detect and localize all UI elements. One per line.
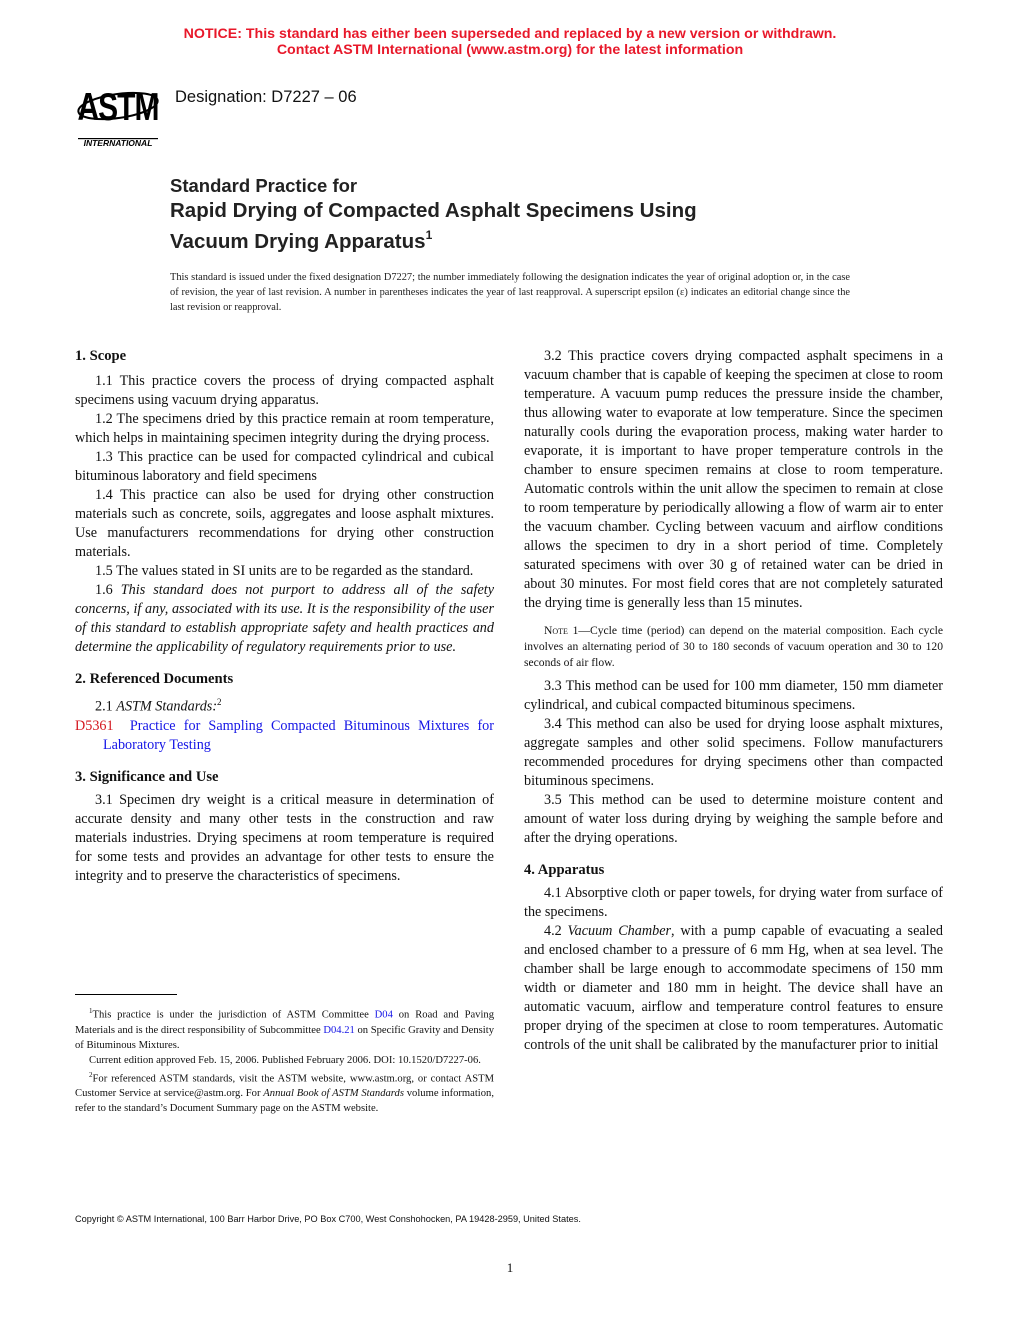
footnote-mark-2[interactable]: 2 [217, 697, 222, 707]
section-heading-referenced: 2. Referenced Documents [75, 671, 234, 687]
paragraph-3-2: 3.2 This practice covers drying compacted asphalt specimens in a vacuum chamber that is capable of keeping the specimen at close to room temperature. A vacuum pump reduces the pressure inside the chamber, thus allowing water to evaporate at low temperature. Since the specimen naturally cools during the evaporation process, making water harder to evaporate, it is important to have proper temperature controls in the chamber to ensure specimen remains at close to room temperature. Automatic controls within the unit allow the specimen to remain at close to room temperature by periodically allowing a flow of warm air to enter the vacuum chamber. Cycling between vacuum and airflow conditions allows the specimen to dry in a short period of time. Completely saturated specimens with over 30 g of retained water can be dried in about 30 minutes. For most field cores that are not completely saturated the drying time is generally less than 15 minutes. [524, 348, 943, 611]
supersession-notice [0, 26, 1020, 58]
astm-standards-label: ASTM Standards: [116, 698, 218, 715]
footnote-2-text-b: volume information, refer to the standard’s Document Summary page on the ASTM website. [75, 1088, 494, 1115]
paragraph-1-6-number: 1.6 [95, 582, 121, 598]
paragraph-4-2-text: , with a pump capable of evacuating a sealed and enclosed chamber to a pressure of 6 mm Hg, when at sea level. The chamber shall be large enough to accommodate specimens of 150 mm width or diameter and 180 mm in height. The device shall have an automatic vacuum, airflow and temperature control features to ensure proper drying of the specimen at close to room temperatures. Automatic controls of the unit shall be calibrated by the manufacturer prior to initial [524, 923, 943, 1053]
footnote-2-text-a: For referenced ASTM standards, visit the ASTM website, www.astm.org, or contact ASTM Customer Service at service@astm.org. For [75, 1073, 494, 1100]
section-heading-significance: 3. Significance and Use [75, 768, 219, 785]
logo-text: ASTM [77, 86, 159, 130]
paragraph-4-2-number: 4.2 [544, 923, 568, 939]
title-line-1: Standard Practice for [170, 175, 358, 196]
paragraph-4-2 [524, 922, 943, 1055]
footnote-2-mark: 2 [89, 1070, 93, 1079]
copyright-line: Copyright © ASTM International, 100 Barr Harbor Drive, PO Box C700, West Conshohocken, PA 19428-2959, United States. [75, 1214, 581, 1224]
paragraph-3-3: 3.3 This method can be used for 100 mm diameter, 150 mm diameter cylindrical, and cubical compacted bituminous specimens. [524, 678, 943, 713]
title-line-3-text: Vacuum Drying Apparatus [170, 230, 426, 253]
paragraph-3-4: 3.4 This method can also be used for drying loose asphalt mixtures, aggregate samples and other solid specimens. Follow manufacturers recommended procedures for drying specimens other than compacted bituminous specimens. [524, 716, 943, 789]
logo-subtext: INTERNATIONAL [83, 138, 153, 148]
paragraph-1-5: 1.5 The values stated in SI units are to be regarded as the standard. [95, 563, 474, 579]
footnote-1-text-a: This practice is under the jurisdiction of ASTM Committee [92, 1009, 375, 1021]
ref-code-link[interactable]: D5361 [75, 717, 114, 734]
notice-line-1: NOTICE: This standard has either been superseded and replaced by a new version or withdrawn. [183, 26, 837, 42]
footnote-1-text-c: on Specific Gravity and Density of Bituminous Mixtures. [75, 1024, 494, 1051]
note-1 [524, 623, 943, 671]
section-heading-scope: 1. Scope [75, 348, 127, 364]
paragraph-1-1: 1.1 This practice covers the process of drying compacted asphalt specimens using vacuum drying apparatus. [75, 373, 494, 408]
page-number: 1 [506, 1260, 514, 1275]
committee-d04-link[interactable]: D04 [374, 1009, 393, 1021]
paragraph-3-5: 3.5 This method can be used to determine moisture content and amount of water loss during drying by weighing the sample before and after the drying operations. [524, 792, 943, 846]
paragraph-4-1: 4.1 Absorptive cloth or paper towels, for drying water from surface of the specimens. [524, 885, 943, 920]
footnote-2-italic: Annual Book of ASTM Standards [263, 1088, 404, 1100]
title-line-3 [170, 223, 697, 254]
astm-logo-icon [76, 76, 160, 148]
issued-statement: This standard is issued under the fixed designation D7227; the number immediately following the designation indicates the year of original adoption or, in the case of revision, the year of last revision. A number in parentheses indicates the year of last reapproval. A superscript epsilon (ε) indicates an editorial change since the last revision or reapproval. [170, 272, 850, 313]
note-1-text: —Cycle time (period) can depend on the material composition. Each cycle involves an alternating period of 30 to 180 seconds of vacuum operation and 30 to 120 seconds of air flow. [524, 624, 943, 669]
footnote-divider [75, 994, 177, 995]
paragraph-1-6 [75, 581, 494, 657]
footnote-1-mark: 1 [89, 1007, 93, 1015]
note-1-label: Note 1 [544, 624, 579, 637]
footnotes [75, 1004, 494, 1116]
title-line-2: Rapid Drying of Compacted Asphalt Specimens Using [170, 199, 697, 222]
designation: Designation: D7227 – 06 [175, 88, 357, 106]
paragraph-3-1: 3.1 Specimen dry weight is a critical measure in determination of accurate density and many other tests in the construction and raw materials industries. Drying specimens at room temperature is required for some tests and provides an advantage for other tests to ensure the integrity and to preserve the characteristics of specimens. [75, 791, 494, 884]
right-column [524, 347, 943, 1055]
footnote-1-text-b: on Road and Paving Materials and is the direct responsibility of Subcommittee [75, 1009, 494, 1036]
footnote-1 [75, 1004, 494, 1053]
ref-title-link[interactable]: Practice for Sampling Compacted Bituminous Mixtures for Laboratory Testing [103, 717, 494, 753]
footnote-2 [75, 1068, 494, 1117]
subcommittee-d04-21-link[interactable]: D04.21 [323, 1024, 355, 1036]
vacuum-chamber-term: Vacuum Chamber [567, 923, 672, 939]
edition-note: Current edition approved Feb. 15, 2006. Published February 2006. DOI: 10.1520/D7227-06. [89, 1054, 481, 1066]
title-footnote-mark[interactable]: 1 [425, 228, 433, 242]
paragraph-1-4: 1.4 This practice can also be used for drying other construction materials such as concrete, soils, aggregates and loose asphalt mixtures. Use manufacturers recommendations for drying other construction materials. [75, 487, 494, 560]
paragraph-1-3: 1.3 This practice can be used for compacted cylindrical and cubical bituminous laboratory and field specimens [75, 449, 494, 484]
left-column [75, 347, 494, 886]
referenced-standard[interactable] [75, 717, 494, 755]
paragraph-1-2: 1.2 The specimens dried by this practice remain at room temperature, which helps in maintaining specimen integrity during the drying process. [75, 411, 494, 446]
notice-line-2: Contact ASTM International (www.astm.org) for the latest information [276, 42, 744, 58]
document-title [170, 174, 697, 254]
paragraph-2-1-number: 2.1 [95, 698, 117, 715]
section-heading-apparatus: 4. Apparatus [524, 862, 605, 878]
safety-caveat: This standard does not purport to address all of the safety concerns, if any, associated with its use. It is the responsibility of the user of this standard to establish appropriate safety and health practices and determine the applicability of regulatory requirements prior to use. [75, 582, 494, 655]
paragraph-2-1 [75, 693, 494, 717]
